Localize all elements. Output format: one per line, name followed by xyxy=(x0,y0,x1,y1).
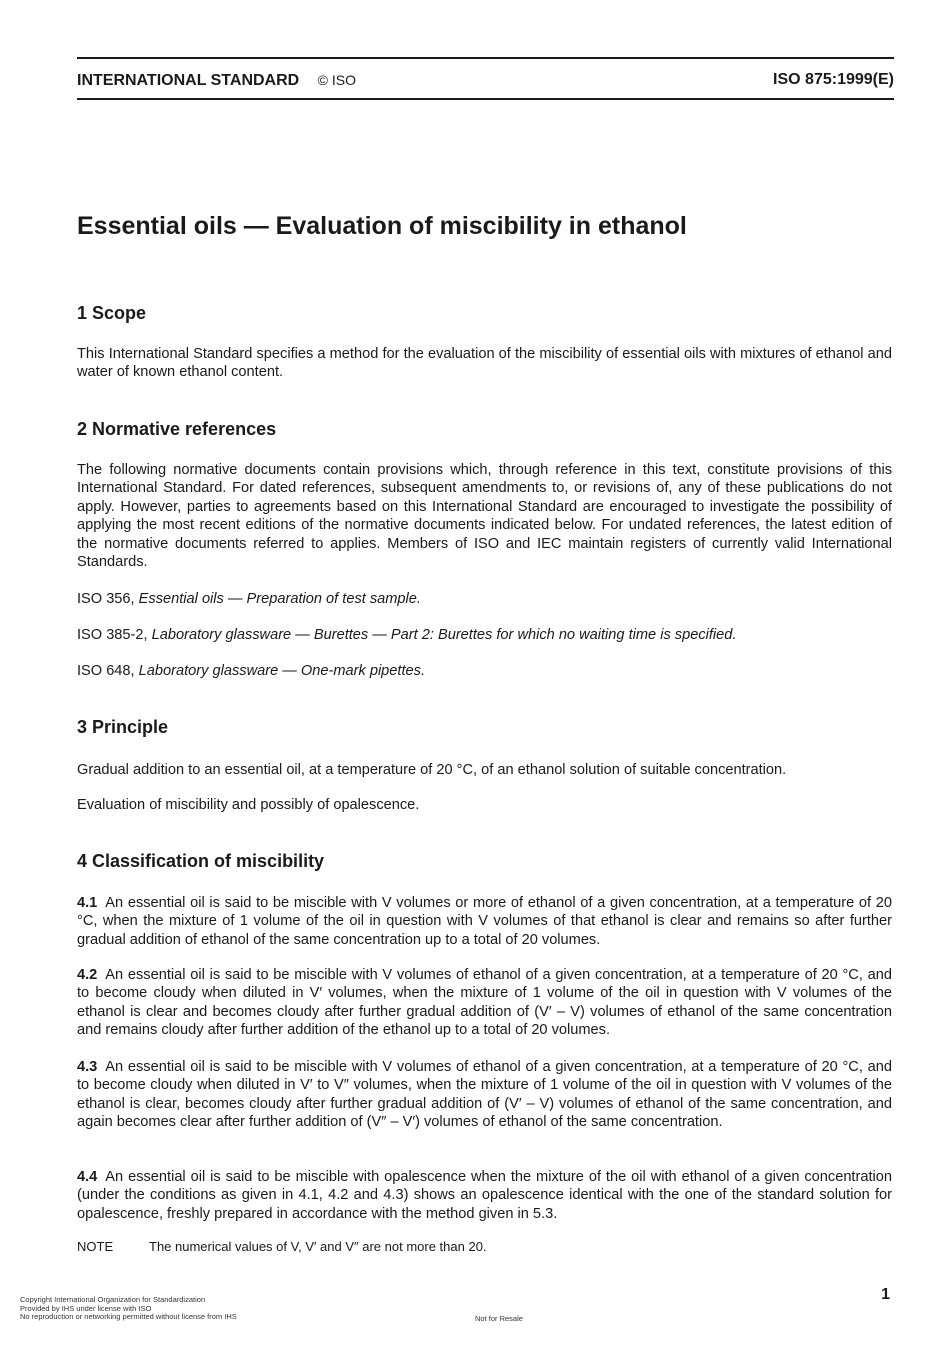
footer-line: Provided by IHS under license with ISO xyxy=(20,1303,152,1313)
footer-line: Copyright International Organization for Standardization xyxy=(20,1295,206,1304)
clause-4-3 xyxy=(77,1058,892,1132)
note-label: NOTE xyxy=(77,1239,114,1254)
page-header xyxy=(77,70,894,91)
reference-code: ISO 648, xyxy=(77,663,135,679)
reference-item xyxy=(77,626,892,644)
header-document-id: ISO 875:1999(E) xyxy=(773,71,894,88)
header-top-rule xyxy=(77,57,894,59)
clause-4-4 xyxy=(77,1168,892,1223)
section-heading-principle: 3 Principle xyxy=(77,717,169,737)
principle-paragraph-1: Gradual addition to an essential oil, at a temperature of 20 °C, of an ethanol solution of suitable concentration. xyxy=(77,762,787,778)
page-number: 1 xyxy=(881,1286,890,1303)
header-copyright: © ISO xyxy=(317,72,356,88)
clause-text: An essential oil is said to be miscible with V volumes or more of ethanol of a given concentration, at a temperature of 20 °C, when the mixture of 1 volume of the oil in question with V volumes of that ethanol is clear and remains so after further gradual addition of ethanol of the same concentration up to a total of 20 volumes. xyxy=(77,895,892,948)
reference-item xyxy=(77,662,892,680)
clause-text: An essential oil is said to be miscible with V volumes of ethanol of a given concentration, at a temperature of 20 °C, and to become cloudy when diluted in V′ to V″ volumes, when the mixture of 1 volume of the oil in question with V volumes of the ethanol is clear, becomes cloudy after further gradual addition of (V′ – V) volumes of ethanol of the same concentration, and again becomes clear after further addition of (V″ – V′) volumes of ethanol of the same concentration. xyxy=(77,1059,892,1131)
clause-number: 4.3 xyxy=(77,1059,98,1075)
clause-text: An essential oil is said to be miscible with opalescence when the mixture of the oil with ethanol of a given concentration (under the conditions as given in 4.1, 4.2 and 4.3) shows an opalescence identical with the one of the standard solution for opalescence, freshly prepared in accordance with the method given in 5.3. xyxy=(77,1169,892,1222)
reference-code: ISO 356, xyxy=(77,591,135,607)
reference-title: Laboratory glassware — Burettes — Part 2: Burettes for which no waiting time is specified. xyxy=(151,627,737,643)
clause-number: 4.2 xyxy=(77,967,98,983)
reference-title: Laboratory glassware — One-mark pipettes. xyxy=(138,663,425,679)
clause-4-2 xyxy=(77,966,892,1040)
note xyxy=(77,1239,487,1255)
principle-paragraph-2: Evaluation of miscibility and possibly of opalescence. xyxy=(77,797,420,813)
section-heading-normative-references: 2 Normative references xyxy=(77,419,277,439)
clause-4-1 xyxy=(77,894,892,949)
section-heading-classification: 4 Classification of miscibility xyxy=(77,851,325,871)
footer-line: No reproduction or networking permitted without license from IHS xyxy=(20,1312,237,1321)
normative-paragraph: The following normative documents contain provisions which, through reference in this text, constitute provisions of this International Standard. For dated references, subsequent amendments to, or revisions of, any of these publications do not apply. However, parties to agreements based on this International Standard are encouraged to investigate the possibility of applying the most recent editions of the normative documents indicated below. For undated references, the latest edition of the normative documents referred to applies. Members of ISO and IEC maintain registers of currently valid International Standards. xyxy=(77,462,892,571)
scope-paragraph: This International Standard specifies a method for the evaluation of the miscibility of essential oils with mixtures of ethanol and water of known ethanol content. xyxy=(77,346,892,381)
section-heading-scope: 1 Scope xyxy=(77,303,147,323)
footer-copyright xyxy=(20,1296,237,1322)
clause-number: 4.4 xyxy=(77,1169,98,1185)
page-title: Essential oils — Evaluation of miscibility in ethanol xyxy=(77,212,687,240)
clause-text: An essential oil is said to be miscible with V volumes of ethanol of a given concentration, at a temperature of 20 °C, and to become cloudy when diluted in V′ volumes, when the mixture of 1 volume of the oil in question with V volumes of the ethanol is clear and becomes cloudy after further gradual addition of (V′ – V) volumes of ethanol of the same concentration and remains cloudy after further addition of the ethanol up to a total of 20 volumes. xyxy=(77,967,892,1039)
note-text: The numerical values of V, V′ and V″ are not more than 20. xyxy=(149,1239,487,1254)
reference-item xyxy=(77,590,892,608)
reference-code: ISO 385-2, xyxy=(77,627,148,643)
header-bottom-rule xyxy=(77,98,894,100)
footer-resale: Not for Resale xyxy=(475,1314,523,1323)
clause-number: 4.1 xyxy=(77,895,98,911)
header-standard-label: INTERNATIONAL STANDARD xyxy=(77,72,300,89)
reference-title: Essential oils — Preparation of test sample. xyxy=(138,591,421,607)
